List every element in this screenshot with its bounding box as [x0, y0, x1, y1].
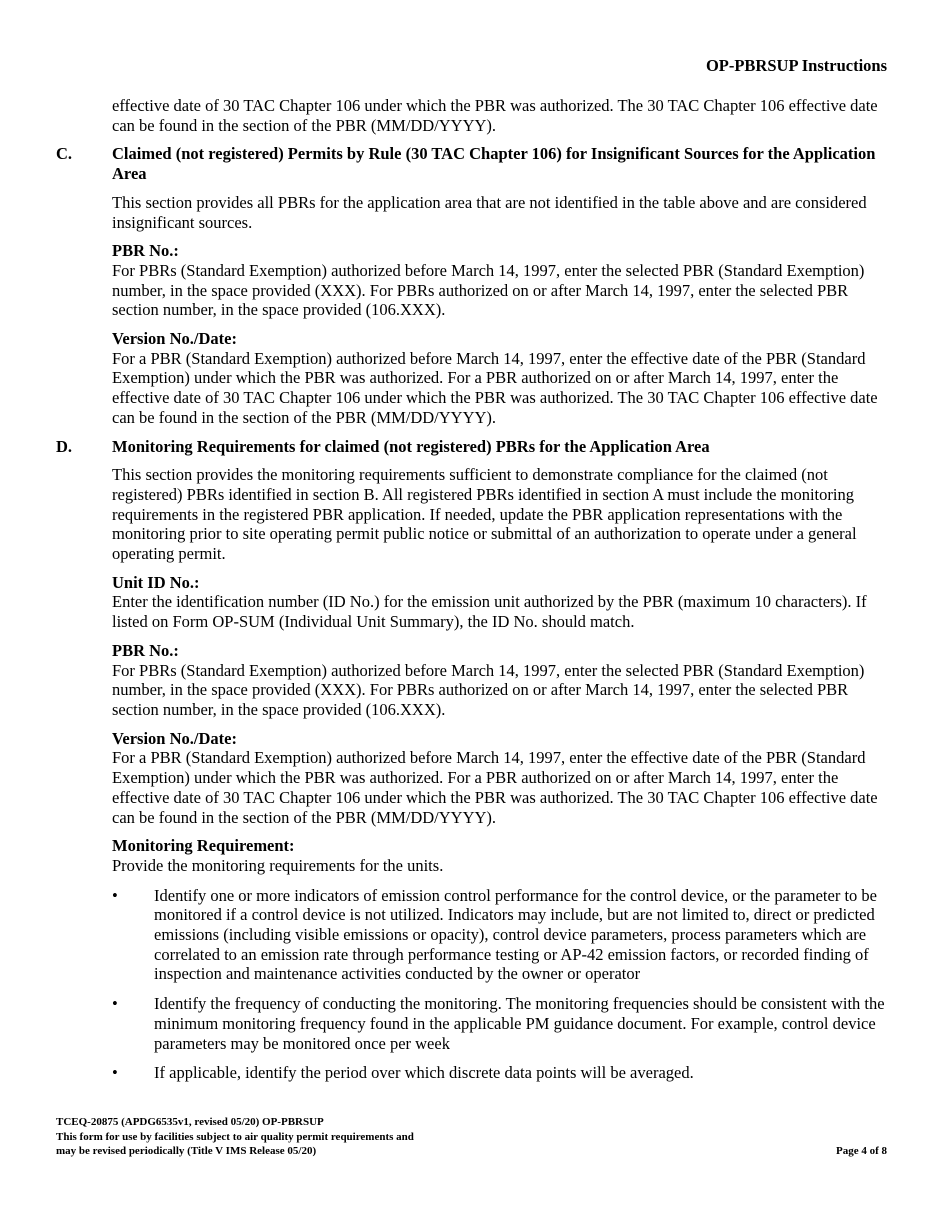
section-c-heading [56, 144, 896, 183]
intro-continuation: effective date of 30 TAC Chapter 106 under which the PBR was authorized. The 30 TAC Chapter 106 effective date can be found in the section of the PBR (MM/DD/YYYY). [112, 96, 878, 135]
section-d-description: This section provides the monitoring requirements sufficient to demonstrate compliance for the claimed (not registered) PBRs identified in section B. All registered PBRs identified in section A must include the monitoring requirements in the registered PBR application. If needed, update the PBR application representations with the monitoring prior to site operating permit public notice or submittal of an authorization to operate under a general operating permit. [112, 465, 857, 564]
section-c-pbr-no-text: For PBRs (Standard Exemption) authorized before March 14, 1997, enter the selected PBR (Standard Exemption) number, in the space provided (XXX). For PBRs authorized on or after March 14, 1997, enter the selected PBR section number, in the space provided (106.XXX). [112, 260, 865, 320]
bullet-text: Identify one or more indicators of emission control performance for the control device, or the parameter to be monitored if a control device is not utilized. Indicators may include, but are not limited to, direct or predicted emissions (including visible emissions or opacity), control device parameters, process parameters which are correlated to an emission rate through performance testing or AP-42 emission factors, or recorded finding of inspection and maintenance activities conducted by the owner or operator [154, 885, 877, 984]
bullet-icon: • [112, 885, 118, 905]
section-d-version [112, 729, 896, 828]
section-d-monitoring-label: Monitoring Requirement: [112, 836, 295, 856]
list-item [112, 886, 896, 985]
section-c-description: This section provides all PBRs for the application area that are not identified in the table above and are considered insignificant sources. [112, 192, 867, 232]
section-c-version [112, 329, 896, 428]
section-c-title: Claimed (not registered) Permits by Rule (30 TAC Chapter 106) for Insignificant Sources for the Application Area [112, 144, 876, 184]
bullet-text: If applicable, identify the period over which discrete data points will be averaged. [154, 1063, 694, 1083]
bullet-icon: • [112, 994, 118, 1014]
section-d-pbr-no-label: PBR No.: [112, 640, 179, 660]
section-c-version-label: Version No./Date: [112, 329, 237, 349]
section-d-monitoring-text: Provide the monitoring requirements for the units. [112, 855, 444, 875]
section-d-heading [56, 437, 896, 457]
footer-form-info [56, 1115, 414, 1159]
section-d-unit-id-label: Unit ID No.: [112, 572, 200, 592]
footer-line-1: TCEQ-20875 (APDG6535v1, revised 05/20) OP-PBRSUP [56, 1116, 324, 1128]
page-number: Page 4 of 8 [835, 1145, 887, 1157]
section-d-pbr-no-text: For PBRs (Standard Exemption) authorized before March 14, 1997, enter the selected PBR (Standard Exemption) number, in the space provided (XXX). For PBRs authorized on or after March 14, 1997, enter the selected PBR section number, in the space provided (106.XXX). [112, 660, 865, 719]
bullet-text: Identify the frequency of conducting the monitoring. The monitoring frequencies should be consistent with the minimum monitoring frequency found in the applicable PM guidance document. For example, control device parameters may be monitored once per week [154, 994, 885, 1053]
section-c-pbr-no-label: PBR No.: [112, 241, 179, 261]
section-d-title: Monitoring Requirements for claimed (not registered) PBRs for the Application Area [112, 436, 710, 456]
section-d-version-text: For a PBR (Standard Exemption) authorized before March 14, 1997, enter the effective date of the PBR (Standard Exemption) under which the PBR was authorized. For a PBR authorized on or after March 14, 1997, enter the effective date of 30 TAC Chapter 106 under which the PBR was authorized. The 30 TAC Chapter 106 effective date can be found in the section of the PBR (MM/DD/YYYY). [112, 748, 878, 827]
monitoring-bullet-list [112, 886, 896, 1083]
list-item [112, 1063, 896, 1083]
section-d-letter: D. [56, 436, 73, 456]
section-c-pbr-no [112, 241, 896, 320]
list-item [112, 994, 896, 1053]
section-d-unit-id-text: Enter the identification number (ID No.) for the emission unit authorized by the PBR (maximum 10 characters). If listed on Form OP-SUM (Individual Unit Summary), the ID No. should match. [112, 592, 867, 632]
section-c-version-text: For a PBR (Standard Exemption) authorized before March 14, 1997, enter the effective date of the PBR (Standard Exemption) under which the PBR was authorized. For a PBR authorized on or after March 14, 1997, enter the effective date of 30 TAC Chapter 106 under which the PBR was authorized. The 30 TAC Chapter 106 effective date can be found in the section of the PBR (MM/DD/YYYY). [112, 348, 878, 427]
section-d-unit-id [112, 573, 896, 632]
section-d-pbr-no [112, 641, 896, 720]
page-header-title: OP-PBRSUP Instructions [705, 56, 887, 75]
footer-line-3: may be revised periodically (Title V IMS Release 05/20) [56, 1145, 317, 1157]
document-body [56, 96, 896, 1093]
section-c-letter: C. [56, 144, 73, 164]
footer-line-2: This form for use by facilities subject to air quality permit requirements and [56, 1130, 414, 1143]
section-d-monitoring [112, 836, 896, 1083]
bullet-icon: • [112, 1063, 118, 1083]
section-d-version-label: Version No./Date: [112, 728, 237, 748]
